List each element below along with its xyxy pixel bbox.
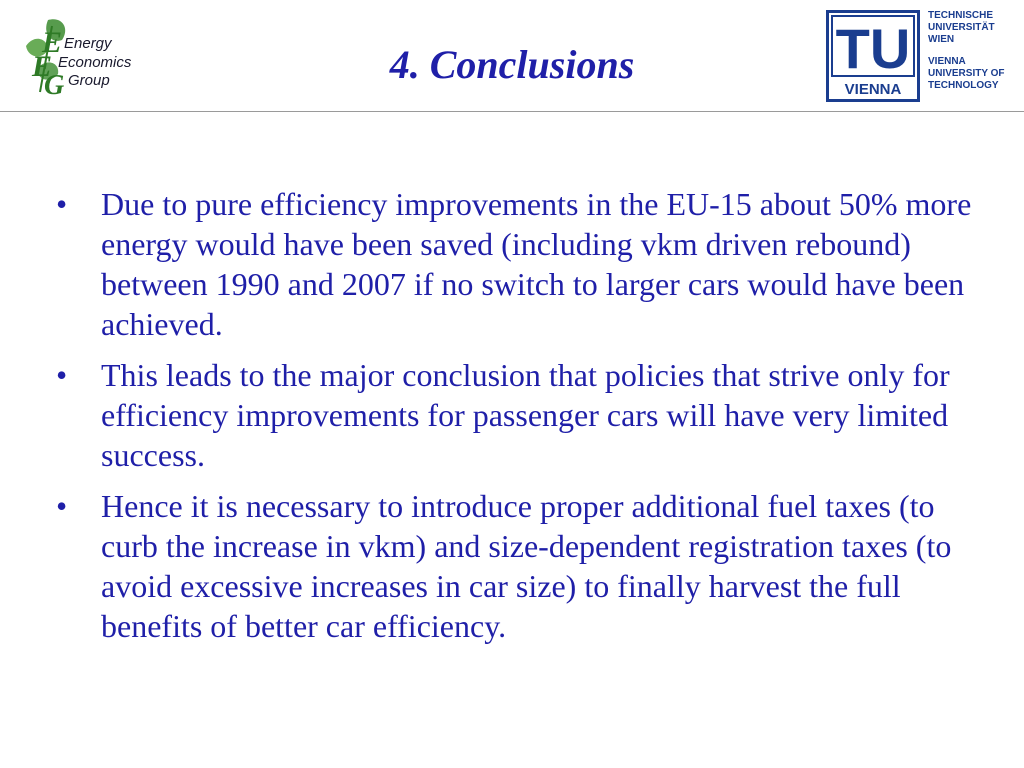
- bullet-text: This leads to the major conclusion that policies that strive only for efficiency improvements for passenger cars will have very limited success.: [101, 357, 950, 473]
- tu-line-technische: TECHNISCHE: [928, 10, 994, 21]
- eeg-line-energy: Energy: [64, 35, 112, 52]
- bullet-item: [54, 355, 974, 475]
- tu-mark-text: TU: [835, 17, 911, 80]
- tu-line-universitaet: UNIVERSITÄT: [928, 22, 995, 33]
- bullet-icon: •: [56, 357, 68, 393]
- tu-line-technology: TECHNOLOGY: [928, 80, 999, 91]
- svg-text:E: E: [32, 50, 53, 83]
- tu-vienna-logo: [826, 10, 920, 102]
- bullet-icon: •: [56, 488, 68, 524]
- bullet-list: [54, 184, 974, 657]
- tu-line-vienna: VIENNA: [928, 56, 966, 67]
- tu-line-university-of: UNIVERSITY OF: [928, 68, 1005, 79]
- slide-title: 4. Conclusions: [389, 42, 635, 87]
- eeg-line-economics: Economics: [58, 54, 132, 71]
- bullet-item: [54, 184, 974, 344]
- eeg-line-group: Group: [68, 72, 110, 89]
- bullet-icon: •: [56, 186, 68, 222]
- tu-mark-subtext: VIENNA: [844, 81, 902, 98]
- svg-text:E: E: [42, 26, 63, 59]
- bullet-text: Due to pure efficiency improvements in the EU-15 about 50% more energy would have been saved (including vkm driven rebound) between 1990 and 2007 if no switch to larger cars would have been achieved.: [101, 186, 972, 342]
- header-divider: [0, 111, 1024, 112]
- tu-vienna-wordmark: [928, 10, 1024, 92]
- slide-header: [0, 0, 1024, 112]
- tu-line-wien: WIEN: [928, 34, 955, 45]
- svg-text:G: G: [44, 70, 65, 96]
- bullet-text: Hence it is necessary to introduce proper additional fuel taxes (to curb the increase in vkm) and size-dependent registration taxes (to avoid excessive increases in car size) to finally harvest the full benefits of better car efficiency.: [101, 488, 952, 644]
- bullet-item: [54, 486, 974, 646]
